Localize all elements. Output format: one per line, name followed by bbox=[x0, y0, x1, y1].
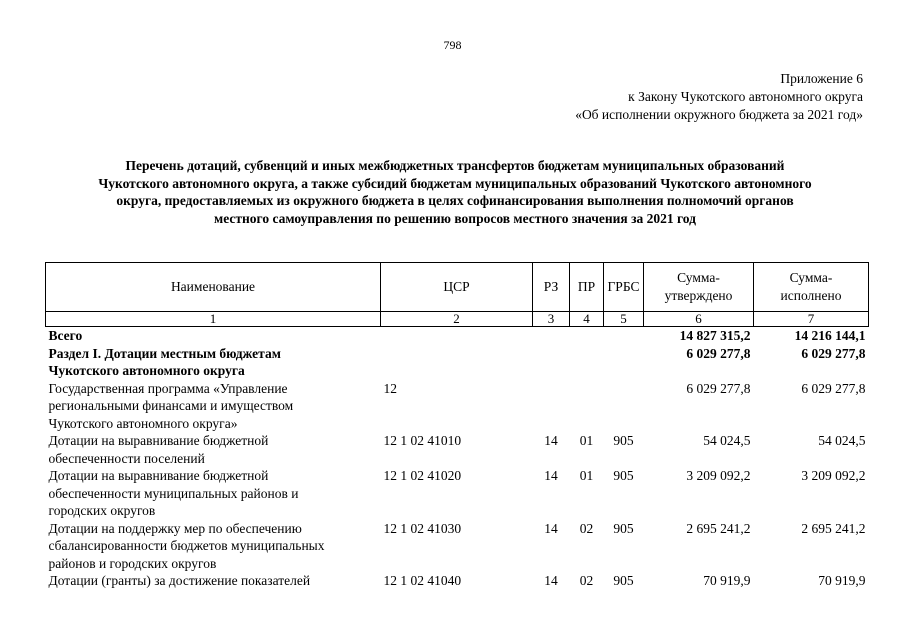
cell-rz: 14 bbox=[544, 520, 558, 536]
column-number: 2 bbox=[381, 312, 533, 327]
cell-csr: 12 1 02 41040 bbox=[383, 573, 462, 588]
cell-name: Дотации (гранты) за достижение показателей bbox=[48, 573, 311, 588]
column-number: 4 bbox=[570, 312, 604, 327]
table-row bbox=[46, 520, 869, 573]
cell-rz: 14 bbox=[544, 468, 558, 483]
cell-name: Государственная программа «Управление региональными финансами и имуществом Чукотского автономного округа» bbox=[48, 380, 294, 431]
title-line: Перечень дотаций, субвенций и иных межбюджетных трансфертов бюджетам муниципальных образований bbox=[125, 158, 785, 173]
header-executed: Сумма- исполнено bbox=[754, 263, 869, 312]
cell-name: Дотации на выравнивание бюджетной обеспеченности поселений bbox=[48, 433, 269, 466]
cell-grbs bbox=[604, 345, 644, 380]
table-body bbox=[46, 327, 869, 590]
header-grbs: ГРБС bbox=[604, 263, 644, 312]
cell-pr bbox=[570, 380, 604, 433]
cell-csr: 12 1 02 41030 bbox=[383, 520, 462, 536]
cell-rz: 14 bbox=[544, 573, 558, 588]
cell-pr: 02 bbox=[579, 573, 594, 588]
appendix-line-2: к Закону Чукотского автономного округа bbox=[628, 89, 863, 104]
cell-csr: 12 bbox=[383, 380, 397, 396]
title-line: округа, предоставляемых из окружного бюджета в целях софинансирования выполнения полномочий органов bbox=[116, 193, 794, 208]
cell-pr bbox=[570, 327, 604, 345]
table-row bbox=[46, 345, 869, 380]
cell-approved: 6 029 277,8 bbox=[686, 380, 751, 396]
column-number: 1 bbox=[46, 312, 381, 327]
appendix-header bbox=[575, 70, 863, 124]
column-number: 7 bbox=[754, 312, 869, 327]
cell-executed: 3 209 092,2 bbox=[801, 468, 866, 483]
column-number: 5 bbox=[604, 312, 644, 327]
page-number: 798 bbox=[443, 38, 462, 52]
cell-csr bbox=[381, 327, 533, 345]
cell-name: Дотации на поддержку мер по обеспечению сбалансированности бюджетов муниципальных районов и городских округов bbox=[48, 520, 325, 571]
cell-grbs: 905 bbox=[613, 520, 634, 536]
cell-name: Раздел I. Дотации местным бюджетам Чукотского автономного округа bbox=[48, 345, 281, 378]
cell-approved: 54 024,5 bbox=[703, 433, 751, 448]
title-line: Чукотского автономного округа, а также субсидий бюджетам муниципальных образований Чукотского автономного bbox=[98, 175, 812, 191]
cell-executed: 2 695 241,2 bbox=[801, 520, 866, 536]
cell-rz bbox=[533, 327, 570, 345]
cell-csr: 12 1 02 41010 bbox=[383, 433, 462, 448]
table-row bbox=[46, 467, 869, 520]
column-number: 3 bbox=[533, 312, 570, 327]
cell-pr bbox=[570, 345, 604, 380]
cell-csr: 12 1 02 41020 bbox=[383, 468, 462, 483]
table-row bbox=[46, 380, 869, 433]
cell-approved: 3 209 092,2 bbox=[686, 468, 751, 483]
transfers-table bbox=[45, 262, 869, 590]
appendix-line-3: «Об исполнении окружного бюджета за 2021 год» bbox=[575, 107, 863, 122]
cell-grbs: 905 bbox=[613, 433, 634, 448]
header-csr: ЦСР bbox=[381, 263, 533, 312]
appendix-line-1: Приложение 6 bbox=[780, 71, 863, 86]
cell-grbs bbox=[604, 380, 644, 433]
cell-pr: 01 bbox=[579, 468, 594, 483]
cell-rz bbox=[533, 345, 570, 380]
cell-executed: 6 029 277,8 bbox=[801, 380, 866, 396]
cell-approved: 70 919,9 bbox=[703, 573, 751, 588]
cell-approved: 14 827 315,2 bbox=[679, 328, 751, 343]
cell-executed: 14 216 144,1 bbox=[794, 328, 866, 343]
cell-rz: 14 bbox=[544, 433, 558, 448]
cell-csr bbox=[381, 345, 533, 380]
column-number-row bbox=[46, 312, 869, 327]
cell-executed: 70 919,9 bbox=[818, 573, 866, 588]
cell-name: Дотации на выравнивание бюджетной обеспеченности муниципальных районов и городских округов bbox=[48, 468, 299, 518]
table-row bbox=[46, 572, 869, 590]
cell-grbs: 905 bbox=[613, 468, 634, 483]
table-row bbox=[46, 327, 869, 345]
cell-pr: 02 bbox=[579, 520, 594, 536]
cell-grbs: 905 bbox=[613, 573, 634, 588]
cell-executed: 54 024,5 bbox=[818, 433, 866, 448]
table-header-row bbox=[46, 263, 869, 312]
title-line: местного самоуправления по решению вопросов местного значения за 2021 год bbox=[214, 210, 696, 226]
cell-executed: 6 029 277,8 bbox=[801, 345, 866, 361]
header-name: Наименование bbox=[46, 263, 381, 312]
document-title bbox=[40, 157, 870, 227]
header-pr: ПР bbox=[570, 263, 604, 312]
cell-approved: 2 695 241,2 bbox=[686, 520, 751, 536]
header-approved: Сумма- утверждено bbox=[644, 263, 754, 312]
header-rz: РЗ bbox=[533, 263, 570, 312]
cell-name: Всего bbox=[48, 328, 83, 343]
column-number: 6 bbox=[644, 312, 754, 327]
cell-approved: 6 029 277,8 bbox=[686, 345, 751, 361]
table-row bbox=[46, 432, 869, 467]
cell-grbs bbox=[604, 327, 644, 345]
cell-pr: 01 bbox=[579, 433, 594, 448]
cell-rz bbox=[533, 380, 570, 433]
